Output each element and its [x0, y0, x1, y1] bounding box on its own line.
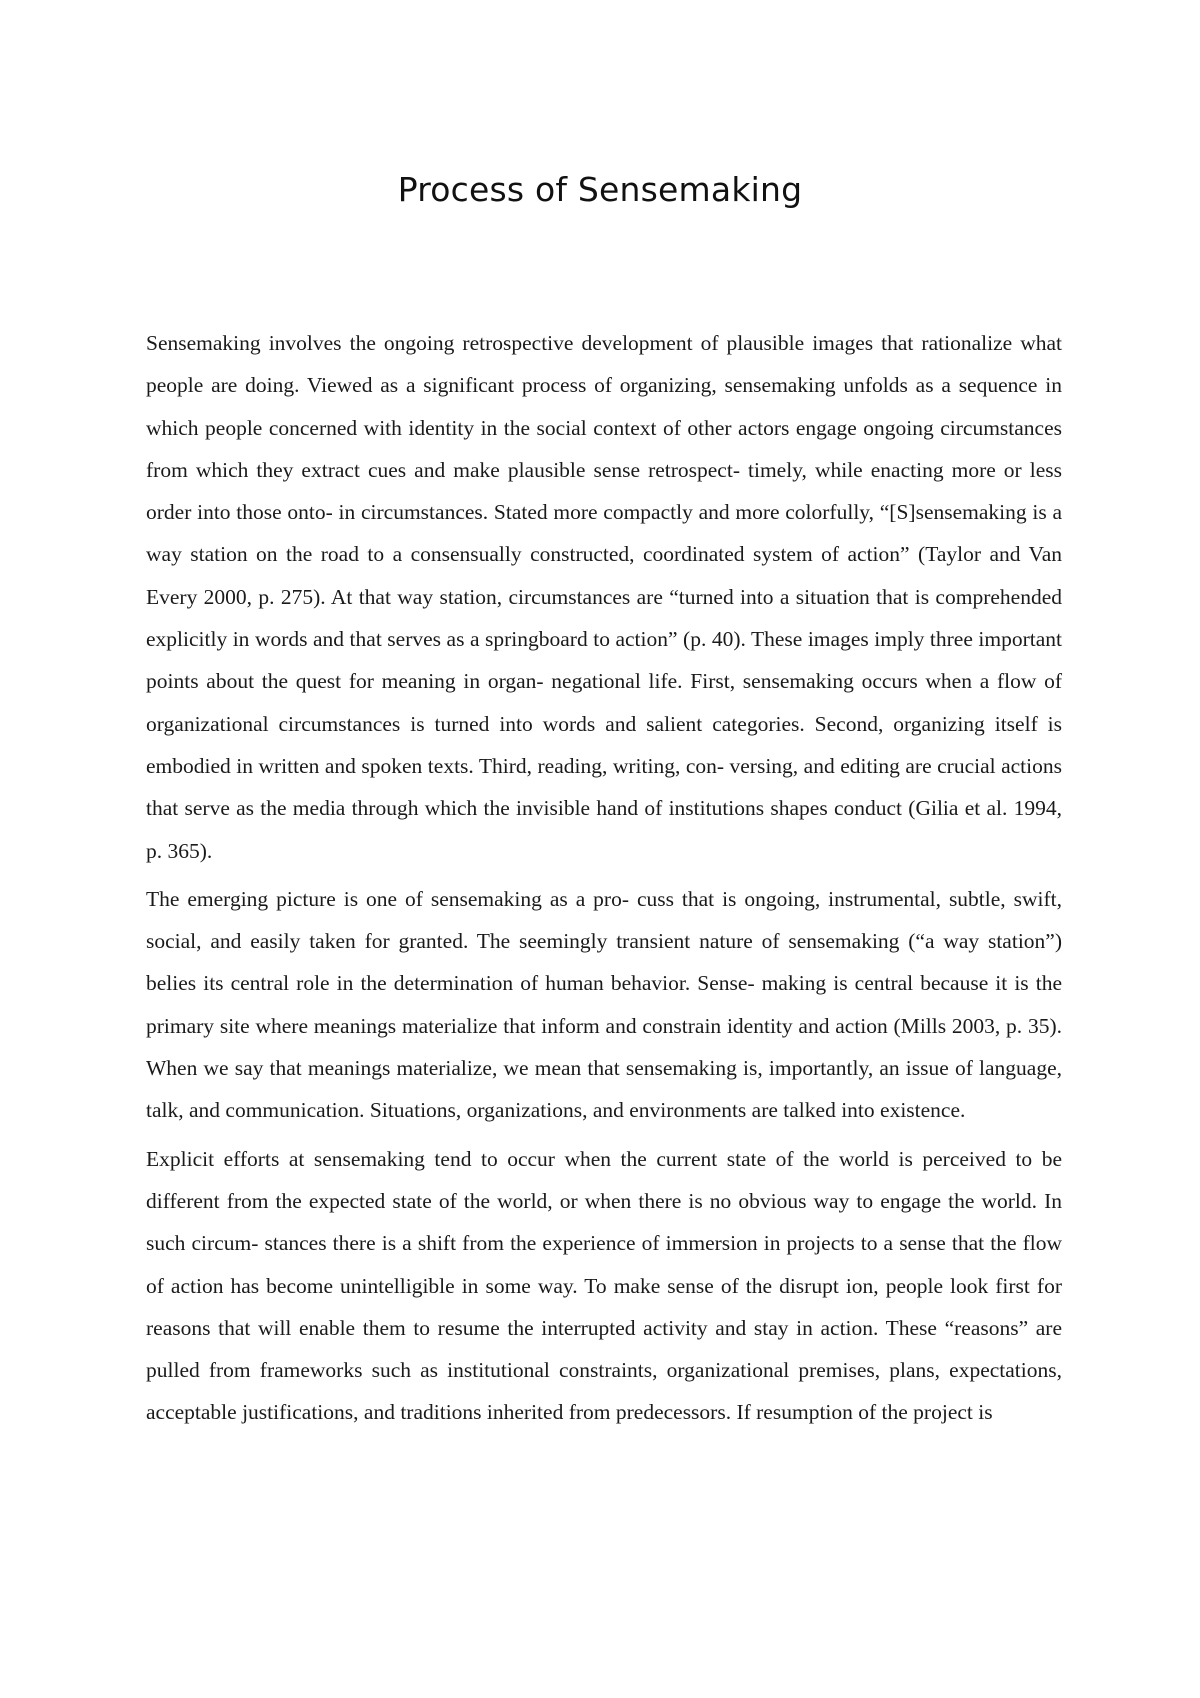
paragraph: The emerging picture is one of sensemaking as a pro- cuss that is ongoing, instrumental, subtle, swift, social, and easily taken for granted. The seemingly transient nature of sensemaking (“a way station”) belies its central role in the determination of human behavior. Sense- making is central because it is the primary site where meanings materialize that inform and constrain identity and action (Mills 2003, p. 35). When we say that meanings materialize, we mean that sensemaking is, importantly, an issue of language, talk, and communication. Situations, organizations, and environments are talked into existence. — [146, 886, 1062, 1123]
paragraph: Sensemaking involves the ongoing retrospective development of plausible images that rationalize what people are doing. Viewed as a significant process of organizing, sensemaking unfolds as a sequence in which people concerned with identity in the social context of other actors engage ongoing circumstances from which they extract cues and make plausible sense retrospect- timely, while enacting more or less order into those onto- in circumstances. Stated more compactly and more colorfully, “[S]sensemaking is a way station on the road to a consensually constructed, coordinated system of action” (Taylor and Van Every 2000, p. 275). At that way station, circumstances are “turned into a situation that is comprehended explicitly in words and that serves as a springboard to action” (p. 40). These images imply three important points about the quest for meaning in organ- negational life. First, sensemaking occurs when a flow of organizational circumstances is turned into words and salient categories. Second, organizing itself is embodied in written and spoken texts. Third, reading, writing, con- versing, and editing are crucial actions that serve as the media through which the invisible hand of institutions shapes conduct (Gilia et al. 1994, p. 365). — [146, 331, 1062, 863]
document-title: Process of Sensemaking — [397, 170, 803, 209]
document-body — [146, 322, 1062, 1440]
paragraph: Explicit efforts at sensemaking tend to occur when the current state of the world is perceived to be different from the expected state of the world, or when there is no obvious way to engage the world. In such circum- stances there is a shift from the experience of immersion in projects to a sense that the flow of action has become unintelligible in some way. To make sense of the disrupt ion, people look first for reasons that will enable them to resume the interrupted activity and stay in action. These “reasons” are pulled from frameworks such as institutional constraints, organizational premises, plans, expectations, acceptable justifications, and traditions inherited from predecessors. If resumption of the project is — [146, 1146, 1062, 1425]
